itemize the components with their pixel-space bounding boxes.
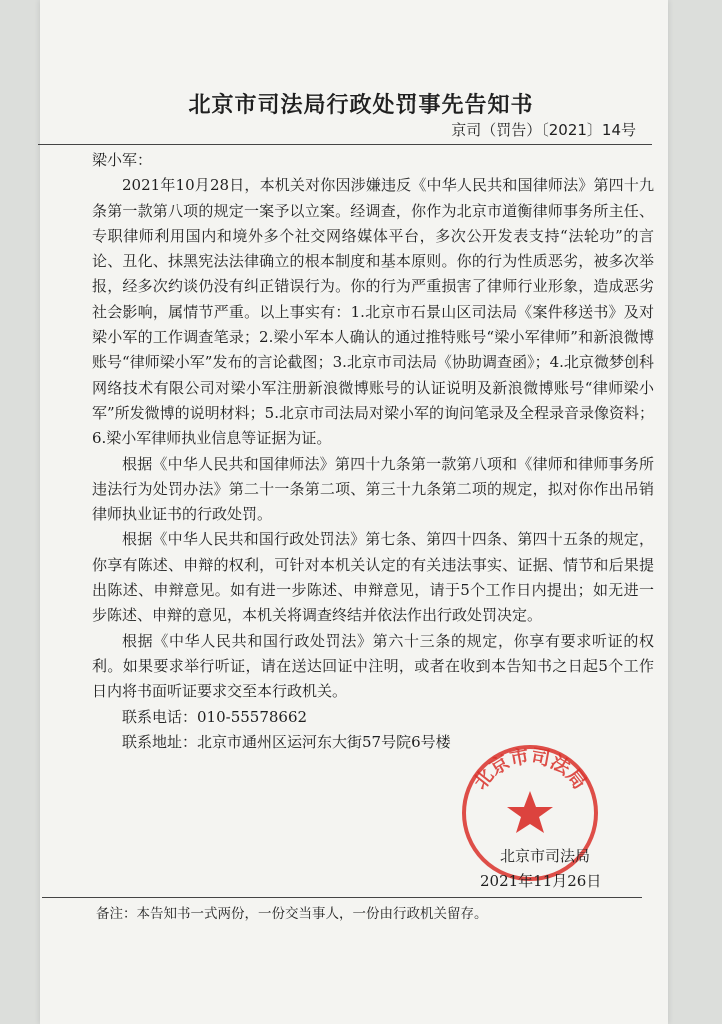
seal-text: 北京市司法局 — [469, 745, 591, 794]
recipient: 梁小军： — [92, 151, 153, 169]
footer-note: 备注：本告知书一式两份，一份交当事人，一份由行政机关留存。 — [96, 906, 488, 922]
header-divider — [38, 144, 652, 145]
contact-address: 联系地址：北京市通州区运河东大街57号院6号楼 — [122, 732, 451, 751]
svg-text:北京市司法局 — [469, 744, 590, 793]
paragraph-penalty: 根据《中华人民共和国律师法》第四十九条第一款第八项和《律师和律师事务所违法行为处罚办法》第二十一条第二项、第三十九条第二项的规定，拟对你作出吊销律师执业证书的行政处罚。 — [92, 454, 654, 524]
paragraph-rights: 根据《中华人民共和国行政处罚法》第七条、第四十四条、第四十五条的规定，你享有陈述、申辩的权利，可针对本机关认定的有关违法事实、证据、情节和后果提出陈述、申辩意见。如有进一步陈述、申辩意见，请于5个工作日内提出；如无进一步陈述、申辩的意见，本机关将调查终结并依法作出行政处罚决定。 — [92, 530, 654, 625]
footer-divider — [42, 897, 642, 898]
signature-date: 2021年11月26日 — [480, 872, 602, 890]
contact-phone: 联系电话：010-55578662 — [122, 707, 308, 726]
document-title: 北京市司法局行政处罚事先告知书 — [188, 93, 534, 118]
paragraph-facts: 2021年10月28日，本机关对你因涉嫌违反《中华人民共和国律师法》第四十九条第一款第八项的规定一案予以立案。经调查，你作为北京市道衡律师事务所主任、专职律师利用国内和境外多个社交网络媒体平台，多次公开发表支持“法轮功”的言论、丑化、抹黑宪法法律确立的根本制度和基本原则。你的行为性质恶劣，被多次举报，经多次约谈仍没有纠正错误行为。你的行为严重损害了律师行业形象，造成恶劣社会影响，属情节严重。以上事实有：1.北京市石景山区司法局《案件移送书》及对梁小军的工作调查笔录；2.梁小军本人确认的通过推特账号“梁小军律师”和新浪微博账号“律师梁小军”发布的言论截图；3.北京市司法局《协助调查函》；4.北京微梦创科网络技术有限公司对梁小军注册新浪微博账号的认证说明及新浪微博账号“律师梁小军”所发微博的说明材料；5.北京市司法局对梁小军的询问笔录及全程录音录像资料；6.梁小军律师执业信息等证据为证。 — [92, 176, 654, 448]
signature-organization: 北京市司法局 — [500, 847, 591, 865]
paragraph-hearing: 根据《中华人民共和国行政处罚法》第六十三条的规定，你享有要求听证的权利。如果要求举行听证，请在送达回证中注明，或者在收到本告知书之日起5个工作日内将书面听证要求交至本行政机关。 — [92, 631, 654, 701]
seal-star-icon — [507, 791, 553, 833]
document-body — [92, 148, 654, 755]
document-number: 京司（罚告）〔2021〕14号 — [451, 121, 636, 139]
